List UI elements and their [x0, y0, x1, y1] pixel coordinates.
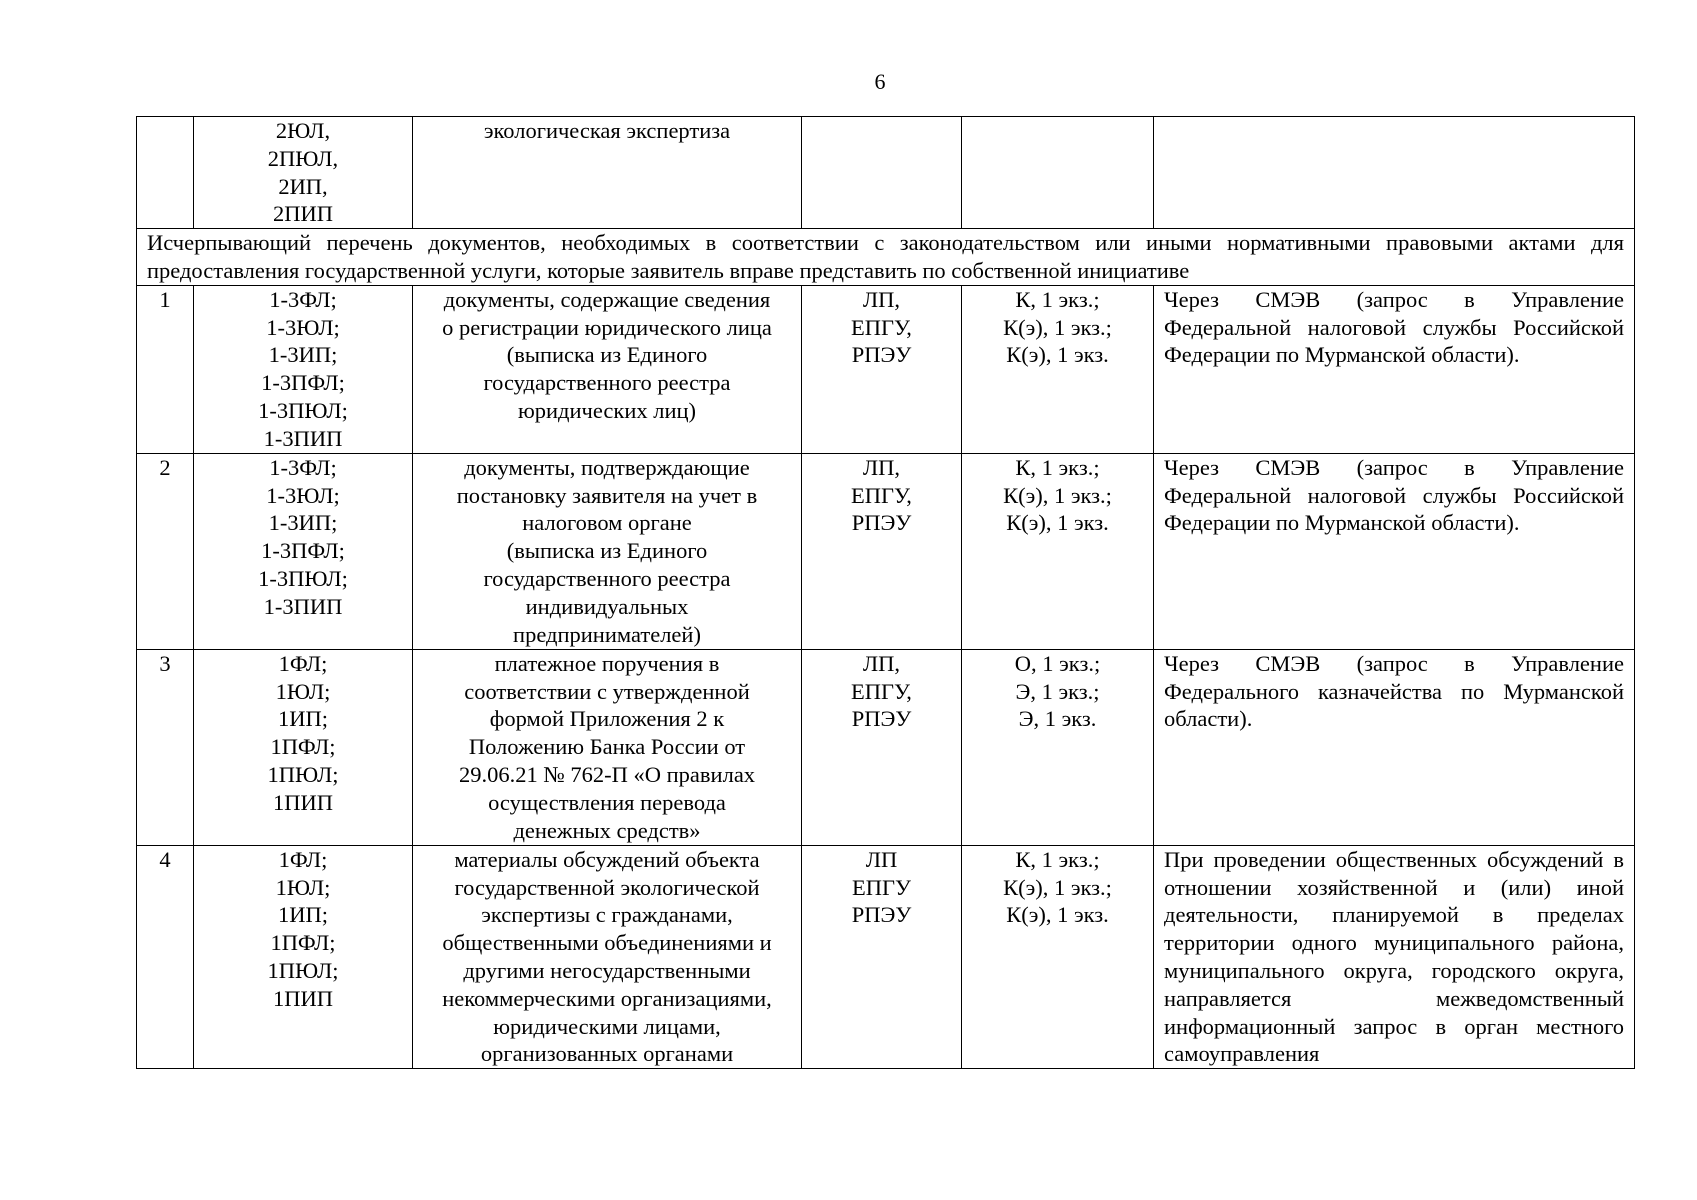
code-line: 1ИП; [278, 902, 328, 928]
code-line: 1ЮЛ; [275, 874, 331, 900]
code-line: 1ПФЛ; [270, 930, 336, 956]
cell-document-description [413, 845, 802, 1068]
table-row-continuation [137, 117, 1635, 229]
cell-applicant-codes [194, 649, 413, 845]
description-line: экологическая экспертиза [483, 118, 731, 143]
way-line: РПЭУ [851, 706, 912, 732]
code-line: 1ПЮЛ; [267, 957, 339, 983]
quantity-line: К, 1 экз.; [1015, 846, 1100, 872]
cell-submission-ways [802, 285, 962, 453]
cell-document-quantity [962, 649, 1154, 845]
table-row [137, 649, 1635, 845]
cell-document-description [413, 453, 802, 649]
code-line: 2ЮЛ, [275, 118, 331, 143]
description-line: денежных средств» [513, 817, 701, 843]
description-line: осуществления перевода [488, 789, 726, 815]
cell-document-description [413, 117, 802, 229]
description-line: о регистрации юридического лица [442, 314, 772, 340]
code-line: 1-3ФЛ; [269, 286, 337, 312]
cell-number: 4 [137, 845, 194, 1068]
way-line: ЛП, [862, 286, 901, 312]
code-line: 1ФЛ; [278, 650, 328, 676]
cell-applicant-codes [194, 845, 413, 1068]
cell-submission-ways [802, 453, 962, 649]
note-text: Через СМЭВ (запрос в Управление Федерального казначейства по Мурманской области). [1164, 650, 1624, 732]
description-line: налоговом органе [522, 510, 692, 536]
code-line: 1ФЛ; [278, 846, 328, 872]
code-line: 1-3ПФЛ; [261, 538, 345, 564]
way-line: ЛП [865, 846, 898, 872]
code-line: 1ИП; [278, 706, 328, 732]
quantity-line: Э, 1 экз.; [1015, 678, 1100, 704]
code-line: 1-3ЮЛ; [266, 314, 340, 340]
quantity-line: К(э), 1 экз. [1006, 902, 1109, 928]
note-text: Через СМЭВ (запрос в Управление Федеральной налоговой службы Российской Федерации по Мурманской области). [1164, 286, 1624, 368]
cell-applicant-codes [194, 453, 413, 649]
cell-document-description [413, 285, 802, 453]
note-text: При проведении общественных обсуждений в отношении хозяйственной и (или) иной деятельности, планируемой в пределах территории одного муниципального района, муниципального округа, городского округа, направляется межведомственный информационный запрос в орган местного самоуправления [1164, 846, 1624, 1067]
quantity-line: К(э), 1 экз.; [1003, 314, 1112, 340]
quantity-line: К, 1 экз.; [1015, 286, 1100, 312]
description-line: 29.06.21 № 762-П «О правилах [458, 761, 756, 787]
description-line: государственного реестра [483, 370, 731, 396]
description-line: соответствии с утвержденной [464, 678, 750, 704]
cell-document-quantity [962, 285, 1154, 453]
quantity-line: Э, 1 экз. [1018, 706, 1097, 732]
documents-table [136, 116, 1635, 1069]
code-line: 1ЮЛ; [275, 678, 331, 704]
cell-applicant-codes [194, 117, 413, 229]
cell-document-quantity [962, 453, 1154, 649]
description-line: документы, содержащие сведения [443, 286, 771, 312]
description-line: общественными объединениями и [442, 930, 772, 956]
cell-note [1154, 453, 1635, 649]
code-line: 1-3ПФЛ; [261, 370, 345, 396]
code-line: 1-3ФЛ; [269, 454, 337, 480]
way-line: ЕПГУ, [851, 482, 912, 508]
description-line: предпринимателей) [513, 621, 701, 647]
code-line: 2ИП, [278, 173, 328, 199]
description-line: юридическими лицами, [493, 1013, 721, 1039]
code-line: 1-3ИП; [268, 510, 338, 536]
cell-submission-ways [802, 117, 962, 229]
code-line: 1-3ПИП [263, 593, 343, 619]
description-line: (выписка из Единого [506, 538, 708, 564]
cell-number: 3 [137, 649, 194, 845]
quantity-line: К, 1 экз.; [1015, 454, 1100, 480]
description-line: (выписка из Единого [506, 342, 708, 368]
code-line: 1-3ПИП [263, 425, 343, 451]
table-row [137, 845, 1635, 1068]
code-line: 2ПЮЛ, [267, 145, 339, 171]
code-line: 2ПИП [273, 201, 333, 227]
cell-note [1154, 845, 1635, 1068]
code-line: 1ПЮЛ; [267, 761, 339, 787]
way-line: РПЭУ [851, 510, 912, 536]
description-line: документы, подтверждающие [464, 454, 750, 480]
description-line: государственной экологической [454, 874, 760, 900]
description-line: другими негосударственными [463, 957, 751, 983]
way-line: РПЭУ [851, 342, 912, 368]
cell-document-quantity [962, 845, 1154, 1068]
quantity-line: К(э), 1 экз.; [1003, 874, 1112, 900]
way-line: РПЭУ [851, 902, 912, 928]
description-line: экспертизы с гражданами, [481, 902, 733, 928]
description-line: некоммерческими организациями, [442, 985, 772, 1011]
description-line: государственного реестра [483, 565, 731, 591]
cell-number: 1 [137, 285, 194, 453]
section-header: Исчерпывающий перечень документов, необходимых в соответствии с законодательством или иными нормативными правовыми актами для предоставления государственной услуги, которые заявитель вправе представить по собственной инициативе [137, 229, 1635, 286]
way-line: ЕПГУ, [851, 314, 912, 340]
description-line: платежное поручения в [494, 650, 720, 676]
code-line: 1ПИП [273, 985, 333, 1011]
description-line: Положению Банка России от [468, 734, 746, 760]
description-line: организованных органами [480, 1041, 734, 1067]
way-line: ЕПГУ [852, 874, 911, 900]
table-row [137, 285, 1635, 453]
description-line: индивидуальных [525, 593, 689, 619]
cell-document-quantity [962, 117, 1154, 229]
code-line: 1ПИП [273, 789, 333, 815]
cell-note [1154, 285, 1635, 453]
code-line: 1ПФЛ; [270, 734, 336, 760]
table-row [137, 453, 1635, 649]
description-line: материалы обсуждений объекта [454, 846, 760, 872]
code-line: 1-3ЮЛ; [266, 482, 340, 508]
note-text: Через СМЭВ (запрос в Управление Федеральной налоговой службы Российской Федерации по Мурманской области). [1164, 454, 1624, 536]
cell-number [137, 117, 194, 229]
section-header-row [137, 229, 1635, 286]
description-line: формой Приложения 2 к [489, 706, 725, 732]
way-line: ЛП, [862, 454, 901, 480]
code-line: 1-3ИП; [268, 342, 338, 368]
description-line: юридических лиц) [517, 397, 697, 423]
quantity-line: О, 1 экз.; [1014, 650, 1101, 676]
description-line: постановку заявителя на учет в [456, 482, 758, 508]
quantity-line: К(э), 1 экз. [1006, 510, 1109, 536]
cell-number: 2 [137, 453, 194, 649]
way-line: ЛП, [862, 650, 901, 676]
cell-applicant-codes [194, 285, 413, 453]
code-line: 1-3ПЮЛ; [258, 565, 348, 591]
way-line: ЕПГУ, [851, 678, 912, 704]
cell-submission-ways [802, 649, 962, 845]
cell-document-description [413, 649, 802, 845]
quantity-line: К(э), 1 экз.; [1003, 482, 1112, 508]
cell-note [1154, 649, 1635, 845]
page-number: 6 [874, 69, 886, 94]
code-line: 1-3ПЮЛ; [258, 397, 348, 423]
cell-submission-ways [802, 845, 962, 1068]
quantity-line: К(э), 1 экз. [1006, 342, 1109, 368]
cell-note [1154, 117, 1635, 229]
